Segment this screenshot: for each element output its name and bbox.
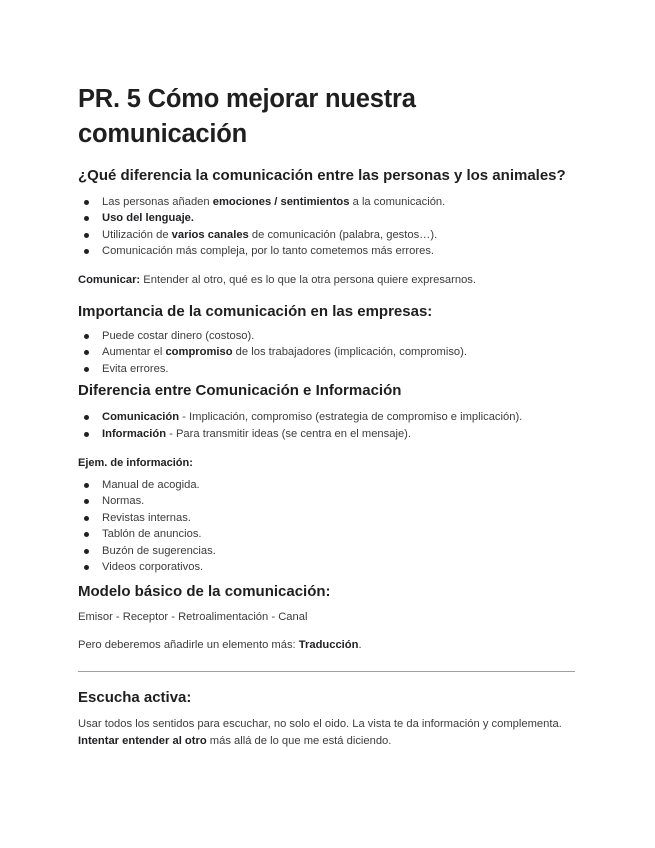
item-text: - Implicación, compromiso (estrategia de compromiso e implicación). (179, 411, 523, 424)
bullet-icon (84, 565, 89, 570)
item-text: Puede costar dinero (costoso). (102, 330, 255, 343)
bullet-icon (84, 432, 89, 437)
list-item (78, 543, 577, 559)
item-text: Normas. (102, 495, 145, 508)
importance-list (78, 328, 577, 377)
bullet-icon (84, 350, 89, 355)
bullet-icon (84, 334, 89, 339)
item-text: Revistas internas. (102, 511, 191, 524)
item-bold: Comunicación (102, 411, 180, 424)
model-line: Emisor - Receptor - Retroalimentación - Canal (78, 610, 308, 623)
bullet-icon (84, 549, 89, 554)
list-item (78, 344, 577, 360)
translation-paragraph (78, 637, 577, 653)
list-item (78, 194, 577, 210)
item-text: Comunicación más compleja, por lo tanto cometemos más errores. (102, 245, 435, 258)
bullet-icon (84, 532, 89, 537)
definition-paragraph (78, 272, 577, 288)
bullet-icon (84, 233, 89, 238)
item-text: - Para transmitir ideas (se centra en el mensaje). (166, 427, 412, 440)
page-title: PR. 5 Cómo mejorar nuestra comunicación (78, 85, 416, 148)
list-item (78, 243, 577, 259)
section-heading-comm-vs-info: Diferencia entre Comunicación e Información (78, 382, 402, 400)
list-item (78, 477, 577, 493)
info-examples-list (78, 477, 577, 575)
definition-text: Entender al otro, qué es lo que la otra persona quiere expresarnos. (140, 273, 477, 286)
horizontal-divider (78, 671, 575, 672)
list-item (78, 227, 577, 243)
section-heading-differences: ¿Qué diferencia la comunicación entre las personas y los animales? (78, 167, 566, 184)
list-item (78, 328, 577, 344)
paragraph-text: más allá de lo que me está diciendo. (206, 734, 392, 747)
item-text: de los trabajadores (implicación, compromiso). (232, 346, 467, 359)
paragraph-text: Pero deberemos añadirle un elemento más: (78, 638, 299, 651)
list-item (78, 526, 577, 542)
paragraph-bold: Intentar entender al otro (78, 734, 207, 747)
list-item (78, 409, 577, 425)
comm-vs-info-list (78, 409, 577, 442)
item-text: Buzón de sugerencias. (102, 544, 216, 557)
bullet-icon (84, 200, 89, 205)
item-text: Videos corporativos. (102, 561, 204, 574)
item-text: Aumentar el (102, 346, 166, 359)
differences-list (78, 194, 577, 260)
item-bold: Uso del lenguaje. (102, 212, 195, 225)
section-heading-importance: Importancia de la comunicación en las empresas: (78, 303, 433, 321)
list-item (78, 426, 577, 442)
paragraph-text: . (358, 638, 362, 651)
list-item (78, 510, 577, 526)
list-item (78, 361, 577, 377)
bullet-icon (84, 249, 89, 254)
list-item (78, 493, 577, 509)
item-bold: Información (102, 427, 167, 440)
section-heading-basic-model: Modelo básico de la comunicación: (78, 582, 331, 600)
bullet-icon (84, 415, 89, 420)
bullet-icon (84, 216, 89, 221)
item-text: Manual de acogida. (102, 479, 200, 492)
list-item (78, 210, 577, 226)
section-heading-active-listening: Escucha activa: (78, 689, 192, 707)
item-text: Evita errores. (102, 362, 169, 375)
bullet-icon (84, 499, 89, 504)
definition-term: Comunicar: (78, 273, 141, 286)
item-text: Utilización de (102, 228, 172, 241)
item-text: a la comunicación. (349, 196, 446, 208)
item-bold: emociones / sentimientos (212, 196, 350, 208)
item-text: Tablón de anuncios. (102, 528, 202, 541)
item-text: de comunicación (palabra, gestos…). (248, 228, 438, 241)
item-bold: varios canales (171, 228, 249, 241)
item-bold: compromiso (165, 346, 233, 359)
bullet-icon (84, 367, 89, 372)
paragraph-bold: Traducción (298, 638, 359, 651)
subheading-info-examples: Ejem. de información: (78, 457, 193, 470)
bullet-icon (84, 483, 89, 488)
bullet-icon (84, 516, 89, 521)
item-text: Las personas añaden (102, 196, 213, 208)
active-listening-paragraph (78, 716, 577, 749)
list-item (78, 559, 577, 575)
paragraph-text: Usar todos los sentidos para escuchar, no solo el oido. La vista te da información y complementa. (78, 718, 562, 731)
